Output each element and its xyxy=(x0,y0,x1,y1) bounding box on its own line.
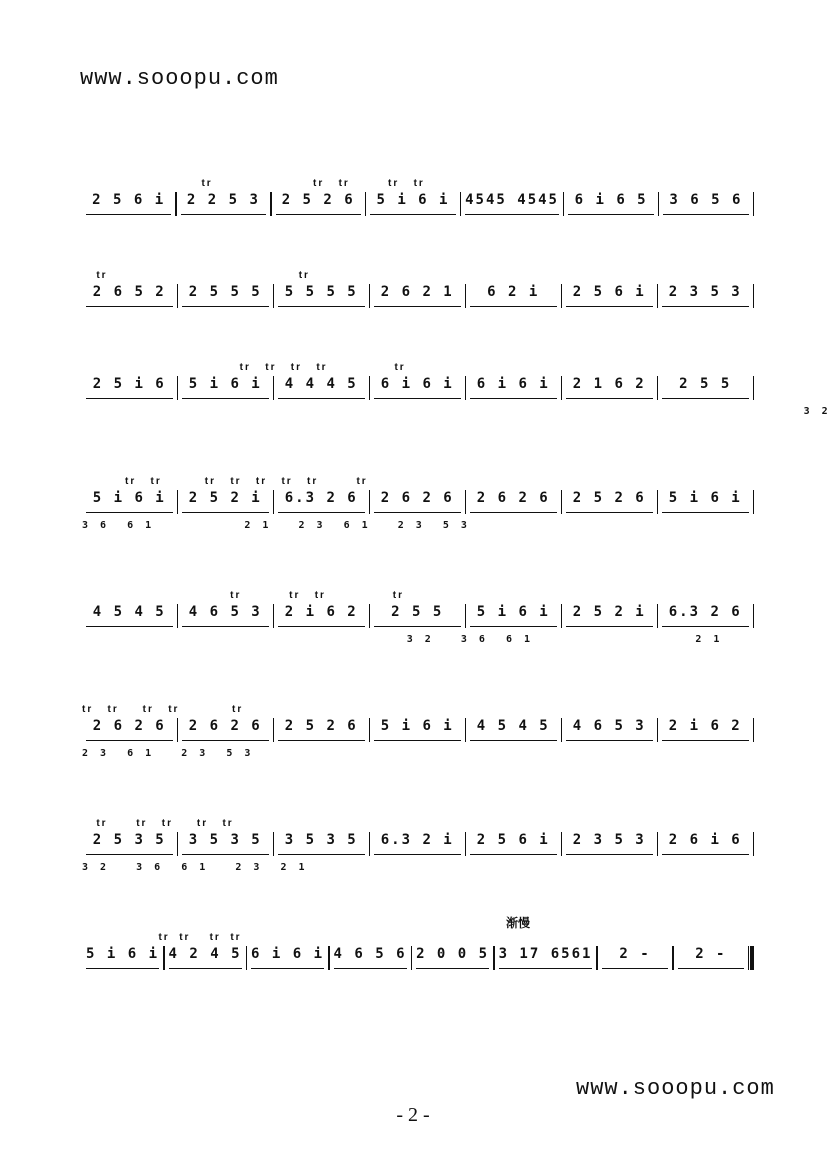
measure: 5 i 6 i xyxy=(470,604,557,627)
measure: 2 5 2 i xyxy=(182,490,269,513)
trill-marks: tr tr tr tr tr xyxy=(82,178,425,189)
bar-line xyxy=(753,718,755,742)
bar-line xyxy=(273,718,275,742)
measure: 2 5 6 i xyxy=(86,192,171,215)
trill-marks: tr tr xyxy=(82,270,310,281)
measure: 2 6 5 2 xyxy=(86,284,173,307)
measure: 4 6 5 3 xyxy=(566,718,653,741)
bar-line xyxy=(369,376,371,400)
measure: 2 3 5 3 xyxy=(566,832,653,855)
bar-line xyxy=(365,192,367,216)
bar-line xyxy=(753,376,755,400)
measure: 6 2 i xyxy=(470,284,557,307)
score-system-5 xyxy=(82,590,754,645)
measure: 6 i 6 5 xyxy=(568,192,653,215)
accompaniment-line xyxy=(82,976,754,994)
measure: 2 i 6 2 xyxy=(278,604,365,627)
measure-line xyxy=(82,192,754,218)
bar-line xyxy=(270,192,272,216)
bar-line xyxy=(465,718,467,742)
measure: 2 i 6 2 xyxy=(662,718,749,741)
bar-line xyxy=(596,946,598,970)
bar-line xyxy=(657,832,659,856)
measure: 4 5 4 5 xyxy=(470,718,557,741)
bar-line xyxy=(163,946,165,970)
measure: 2 6 2 6 xyxy=(374,490,461,513)
watermark-top: www.sooopu.com xyxy=(80,66,279,91)
bar-line xyxy=(369,718,371,742)
bar-line xyxy=(328,946,330,970)
bar-line xyxy=(672,946,674,970)
bar-line xyxy=(177,718,179,742)
bar-line xyxy=(753,832,755,856)
trill-marks: tr tr tr tr xyxy=(82,590,405,601)
measure: 4 2 4 5 xyxy=(169,946,242,969)
bar-line xyxy=(561,718,563,742)
bar-line xyxy=(246,946,248,970)
bar-line xyxy=(561,490,563,514)
measure: 2 6 2 6 xyxy=(182,718,269,741)
measure: 2 5 5 5 xyxy=(182,284,269,307)
bar-line xyxy=(753,284,755,308)
measure: 6 i 6 i xyxy=(374,376,461,399)
bar-line xyxy=(561,376,563,400)
score-system-8 xyxy=(82,916,754,972)
bar-line xyxy=(465,284,467,308)
measure: 2 5 6 i xyxy=(470,832,557,855)
trill-marks: tr tr tr tr xyxy=(82,932,242,943)
measure: 2 5 2 i xyxy=(566,604,653,627)
tempo-mark: 渐慢 xyxy=(506,916,531,930)
score-system-7 xyxy=(82,818,754,873)
measure: 2 5 2 6 xyxy=(276,192,361,215)
measure: 3 5 3 5 xyxy=(278,832,365,855)
measure: 2 5 i 6 xyxy=(86,376,173,399)
measure: 3 5 3 5 xyxy=(182,832,269,855)
bar-line xyxy=(465,832,467,856)
trill-marks: tr tr tr tr tr xyxy=(82,818,234,829)
measure: 2 6 2 6 xyxy=(470,490,557,513)
measure: 2 - xyxy=(678,946,744,969)
bar-line xyxy=(657,490,659,514)
measure: 4 6 5 6 xyxy=(334,946,407,969)
measure: 2 5 2 6 xyxy=(278,718,365,741)
bar-line xyxy=(273,284,275,308)
measure: 6 i 6 i xyxy=(251,946,324,969)
accompaniment-line xyxy=(82,222,754,240)
measure: 2 6 2 1 xyxy=(374,284,461,307)
accompaniment-line xyxy=(82,314,754,332)
bar-line xyxy=(657,284,659,308)
measure: 2 5 5 xyxy=(662,376,749,399)
measure-line xyxy=(82,376,754,402)
score-system-6 xyxy=(82,704,754,759)
bar-line xyxy=(175,192,177,216)
accompaniment-line: 3 6 6 1 2 1 2 3 6 1 2 3 5 3 xyxy=(82,520,470,531)
measure-line xyxy=(82,604,754,630)
measure: 2 5 5 xyxy=(374,604,461,627)
bar-line xyxy=(753,604,755,628)
bar-line xyxy=(177,604,179,628)
measure: 3 6 5 6 xyxy=(663,192,748,215)
measure: 2 1 6 2 xyxy=(566,376,653,399)
measure: 2 5 2 6 xyxy=(566,490,653,513)
measure: 2 - xyxy=(602,946,668,969)
bar-line xyxy=(753,490,755,514)
bar-line xyxy=(369,284,371,308)
bar-line xyxy=(493,946,495,970)
measure: 2 6 2 6 xyxy=(86,718,173,741)
measure: 2 5 3 5 xyxy=(86,832,173,855)
measure: 5 i 6 i xyxy=(86,490,173,513)
bar-line xyxy=(563,192,565,216)
measure-line xyxy=(82,946,754,972)
measure-line xyxy=(82,718,754,744)
measure-line xyxy=(82,284,754,310)
bar-line xyxy=(273,490,275,514)
score-system-3 xyxy=(82,362,831,417)
measure: 5 i 6 i xyxy=(374,718,461,741)
bar-line xyxy=(657,718,659,742)
bar-line xyxy=(460,192,462,216)
measure: 5 i 6 i xyxy=(662,490,749,513)
bar-line xyxy=(369,832,371,856)
bar-line xyxy=(465,490,467,514)
measure: 2 0 0 5 xyxy=(416,946,489,969)
measure-line xyxy=(82,490,754,516)
bar-line xyxy=(273,376,275,400)
bar-line xyxy=(561,604,563,628)
accompaniment-line: 3 2 3 6 6 1 2 3 2 1 xyxy=(82,862,308,873)
trill-marks: tr tr tr tr tr xyxy=(82,704,244,715)
bar-line xyxy=(177,832,179,856)
measure: 2 2 5 3 xyxy=(181,192,266,215)
measure: 3 17 6561 xyxy=(499,946,593,969)
bar-line xyxy=(561,832,563,856)
measure: 6.3 2 6 xyxy=(278,490,365,513)
measure: 6.3 2 6 xyxy=(662,604,749,627)
bar-line xyxy=(753,192,755,216)
accompaniment-line: 2 3 6 1 2 3 5 3 xyxy=(82,748,254,759)
accompaniment-line: 3 2 xyxy=(82,406,831,417)
trill-marks: tr tr tr tr tr tr tr tr xyxy=(82,476,368,487)
bar-line xyxy=(465,604,467,628)
measure: 2 6 i 6 xyxy=(662,832,749,855)
final-bar-line xyxy=(748,946,754,970)
trill-marks: tr tr tr tr tr xyxy=(82,362,406,373)
bar-line xyxy=(465,376,467,400)
measure-line xyxy=(82,832,754,858)
bar-line xyxy=(369,490,371,514)
measure: 4 6 5 3 xyxy=(182,604,269,627)
measure: 4545 4545 xyxy=(465,192,559,215)
accompaniment-line: 3 2 3 6 6 1 2 1 xyxy=(82,634,723,645)
bar-line xyxy=(273,604,275,628)
watermark-bottom: www.sooopu.com xyxy=(576,1076,775,1101)
measure: 5 5 5 5 xyxy=(278,284,365,307)
bar-line xyxy=(411,946,413,970)
measure: 5 i 6 i xyxy=(86,946,159,969)
measure: 6 i 6 i xyxy=(470,376,557,399)
bar-line xyxy=(658,192,660,216)
measure: 6.3 2 i xyxy=(374,832,461,855)
score-system-2 xyxy=(82,270,754,310)
bar-line xyxy=(369,604,371,628)
score-system-1 xyxy=(82,178,754,218)
score-system-4 xyxy=(82,476,754,531)
bar-line xyxy=(657,376,659,400)
measure: 2 5 6 i xyxy=(566,284,653,307)
bar-line xyxy=(177,490,179,514)
bar-line xyxy=(177,376,179,400)
measure: 5 i 6 i xyxy=(182,376,269,399)
bar-line xyxy=(657,604,659,628)
bar-line xyxy=(177,284,179,308)
page-number: - 2 - xyxy=(396,1104,430,1126)
measure: 4 5 4 5 xyxy=(86,604,173,627)
measure: 2 3 5 3 xyxy=(662,284,749,307)
bar-line xyxy=(561,284,563,308)
measure: 5 i 6 i xyxy=(370,192,455,215)
measure: 4 4 4 5 xyxy=(278,376,365,399)
bar-line xyxy=(273,832,275,856)
